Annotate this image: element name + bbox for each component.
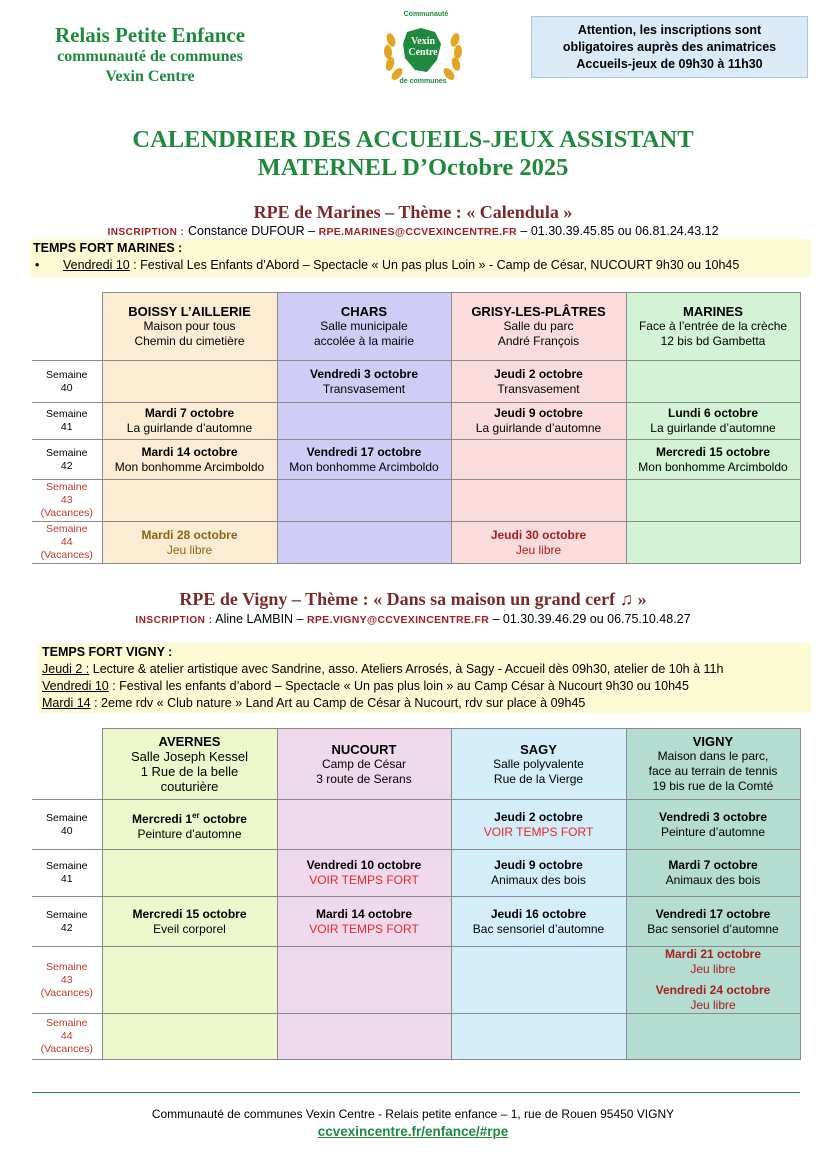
vigny-temps-fort-item: Vendredi 10 : Festival les enfants d’abord – Spectacle « Un pas plus loin » au Camp César à Nucourt 9h30 ou 10h45 [42, 679, 689, 693]
column-name: CHARS [340, 304, 388, 319]
vigny-inscription-label: INSCRIPTION : [135, 615, 213, 626]
org-line-3: Vexin Centre [105, 68, 195, 85]
notice-line-2: obligatoires auprès des animatrices [562, 40, 777, 54]
table-cell: Jeudi 2 octobre Transvasement [451, 361, 626, 403]
org-name [30, 24, 270, 87]
table-cell [102, 480, 277, 522]
table-cell: Vendredi 17 octobre Mon bonhomme Arcimboldo [277, 440, 451, 480]
marines-temps-fort-date: Vendredi 10 [63, 258, 130, 272]
table-cell: Mardi 14 octobre Mon bonhomme Arcimboldo [102, 440, 277, 480]
vigny-email-link[interactable]: RPE.VIGNY@CCVEXINCENTRE.FR [307, 614, 489, 626]
week-label: Semaine 40 [32, 800, 102, 850]
marines-section-title: RPE de Marines – Thème : « Calendula » [253, 202, 573, 222]
vigny-temps-fort-item: Mardi 14 : 2eme rdv « Club nature » Land Art au Camp de César à Nucourt, rdv sur place à 09h45 [42, 696, 586, 710]
table-row [32, 897, 800, 947]
table-cell [451, 480, 626, 522]
logo-mid-text-2: Centre [408, 47, 438, 58]
column-address: accolée à la mairie [313, 334, 415, 348]
column-address: Rue de la Vierge [493, 771, 584, 786]
table-cell [626, 480, 800, 522]
column-name: GRISY-LES-PLÂTRES [471, 304, 606, 319]
table-corner-cell [32, 293, 102, 361]
column-name: MARINES [683, 304, 743, 319]
vigny-calendar-table [32, 728, 801, 1060]
table-row [32, 947, 800, 1014]
table-cell: Mercredi 15 octobre Mon bonhomme Arcimboldo [626, 440, 800, 480]
column-venue: Face à l’entrée de la crèche [638, 319, 788, 333]
week-label: Semaine 42 [32, 897, 102, 947]
column-venue: Salle municipale [320, 319, 408, 333]
table-row [32, 403, 800, 440]
table-cell: Mardi 21 octobre Jeu libre Vendredi 24 octobre Jeu libre [626, 947, 800, 1014]
table-cell: Mardi 7 octobre La guirlande d’automne [102, 403, 277, 440]
column-venue: Maison dans le parc, [657, 749, 769, 763]
column-address: 12 bis bd Gambetta [660, 334, 766, 348]
vigny-temps-fort-title: TEMPS FORT VIGNY : [42, 645, 173, 659]
table-cell: Mardi 7 octobre Animaux des bois [626, 850, 800, 897]
column-header-grisy [451, 293, 626, 361]
page-title-line-1: CALENDRIER DES ACCUEILS-JEUX ASSISTANT [132, 126, 694, 153]
logo-top-text: Communauté [403, 11, 449, 18]
page-title [40, 126, 786, 182]
table-cell [102, 1014, 277, 1060]
table-cell: Vendredi 3 octobre Transvasement [277, 361, 451, 403]
marines-temps-fort [30, 239, 811, 277]
table-cell: Lundi 6 octobre La guirlande d’automne [626, 403, 800, 440]
table-cell [451, 1014, 626, 1060]
vigny-temps-fort [38, 643, 811, 713]
logo-bottom-text: de communes [399, 78, 447, 85]
org-line-2: communauté de communes [57, 48, 243, 65]
week-label: Semaine 40 [32, 361, 102, 403]
column-header-boissy [102, 293, 277, 361]
column-address-2: couturière [160, 779, 219, 794]
registration-notice [531, 16, 808, 78]
table-cell: Mercredi 1er octobre Peinture d’automne [102, 800, 277, 850]
week-label: Semaine 42 [32, 440, 102, 480]
table-row [32, 522, 800, 564]
week-label: Semaine 43 (Vacances) [32, 947, 102, 1014]
vigny-contact: Aline LAMBIN – [215, 612, 304, 626]
column-header-vigny [626, 729, 800, 800]
column-header-avernes [102, 729, 277, 800]
column-name: AVERNES [158, 734, 221, 749]
table-cell [451, 947, 626, 1014]
table-cell [626, 1014, 800, 1060]
bullet-icon: • [35, 258, 40, 272]
week-label: Semaine 43 (Vacances) [32, 480, 102, 522]
column-address: André François [497, 334, 580, 348]
footer [0, 1106, 826, 1140]
table-cell: Jeudi 9 octobre Animaux des bois [451, 850, 626, 897]
page-title-line-2: MATERNEL D’Octobre 2025 [257, 154, 569, 181]
table-cell: Jeudi 30 octobre Jeu libre [451, 522, 626, 564]
logo-mid-text-1: Vexin [410, 36, 436, 47]
footer-address: Communauté de communes Vexin Centre - Relais petite enfance – 1, rue de Rouen 95450 VIGNY [151, 1107, 675, 1121]
week-label: Semaine 41 [32, 850, 102, 897]
column-name: NUCOURT [331, 741, 397, 757]
table-row [32, 850, 800, 897]
column-address: face au terrain de tennis [648, 764, 778, 778]
table-row [32, 440, 800, 480]
marines-temps-fort-title: TEMPS FORT MARINES : [33, 241, 183, 255]
table-cell [626, 361, 800, 403]
column-name: BOISSY L’AILLERIE [128, 304, 251, 319]
marines-email-link[interactable]: RPE.MARINES@CCVEXINCENTRE.FR [318, 226, 517, 238]
footer-website-link[interactable]: ccvexincentre.fr/enfance/#rpe [317, 1124, 509, 1139]
column-address: Chemin du cimetière [134, 334, 245, 348]
table-cell: Vendredi 3 octobre Peinture d’automne [626, 800, 800, 850]
table-cell [102, 361, 277, 403]
table-header-row [32, 729, 800, 800]
column-address: 1 Rue de la belle [140, 764, 239, 779]
notice-line-1: Attention, les inscriptions sont [577, 23, 762, 37]
table-cell: Mercredi 15 octobre Eveil corporel [102, 897, 277, 947]
marines-temps-fort-text: : Festival Les Enfants d’Abord – Spectacle « Un pas plus Loin » - Camp de César, NUCOURT 9h30 ou 10h45 [133, 258, 740, 272]
table-cell [102, 850, 277, 897]
column-header-marines [626, 293, 800, 361]
column-venue: Maison pour tous [143, 319, 236, 333]
table-row [32, 480, 800, 522]
table-row [32, 800, 800, 850]
column-header-nucourt [277, 729, 451, 800]
week-label: Semaine 44 (Vacances) [32, 1014, 102, 1060]
column-venue: Salle Joseph Kessel [130, 749, 249, 764]
table-cell: Jeudi 16 octobre Bac sensoriel d’automne [451, 897, 626, 947]
column-name: SAGY [520, 741, 557, 757]
table-cell: Vendredi 10 octobre VOIR TEMPS FORT [277, 850, 451, 897]
notice-line-3: Accueils-jeux de 09h30 à 11h30 [576, 57, 763, 71]
column-venue: Camp de César [321, 756, 407, 771]
table-cell [277, 403, 451, 440]
vigny-section-title: RPE de Vigny – Thème : « Dans sa maison un grand cerf ♫ » [179, 589, 647, 609]
table-row [32, 1014, 800, 1060]
table-corner-cell [32, 729, 102, 800]
week-label: Semaine 41 [32, 403, 102, 440]
table-cell [277, 800, 451, 850]
vexin-centre-logo [377, 10, 469, 90]
table-cell: Vendredi 17 octobre Bac sensoriel d’automne [626, 897, 800, 947]
marines-temps-fort-item [33, 257, 808, 274]
marines-inscription-label: INSCRIPTION : [107, 227, 185, 238]
column-address-2: 19 bis rue de la Comté [652, 779, 774, 793]
column-header-sagy [451, 729, 626, 800]
table-cell: Mardi 14 octobre VOIR TEMPS FORT [277, 897, 451, 947]
column-name: VIGNY [692, 734, 734, 749]
table-cell [102, 947, 277, 1014]
marines-inscription [0, 224, 826, 238]
table-cell [626, 522, 800, 564]
table-cell [277, 480, 451, 522]
table-cell [277, 522, 451, 564]
footer-divider [32, 1092, 800, 1093]
marines-contact: Constance DUFOUR – [188, 224, 316, 238]
org-line-1: Relais Petite Enfance [54, 23, 246, 47]
vigny-inscription [0, 612, 826, 626]
table-cell [451, 440, 626, 480]
vigny-temps-fort-item: Jeudi 2 : Lecture & atelier artistique avec Sandrine, asso. Ateliers Arrosés, à Sagy - Accueil dès 09h30, atelier de 10h à 11h [42, 662, 724, 676]
column-header-chars [277, 293, 451, 361]
column-venue: Salle polyvalente [493, 756, 584, 771]
marines-calendar-table [32, 292, 801, 564]
column-address: 3 route de Serans [316, 771, 412, 786]
table-cell [277, 1014, 451, 1060]
table-cell [277, 947, 451, 1014]
table-row [32, 361, 800, 403]
table-cell: Mardi 28 octobre Jeu libre [102, 522, 277, 564]
week-label: Semaine 44 (Vacances) [32, 522, 102, 564]
table-cell: Jeudi 9 octobre La guirlande d’automne [451, 403, 626, 440]
vigny-phones: – 01.30.39.46.29 ou 06.75.10.48.27 [492, 612, 691, 626]
column-venue: Salle du parc [503, 319, 574, 333]
marines-phones: – 01.30.39.45.85 ou 06.81.24.43.12 [520, 224, 719, 238]
table-cell: Jeudi 2 octobre VOIR TEMPS FORT [451, 800, 626, 850]
table-header-row [32, 293, 800, 361]
